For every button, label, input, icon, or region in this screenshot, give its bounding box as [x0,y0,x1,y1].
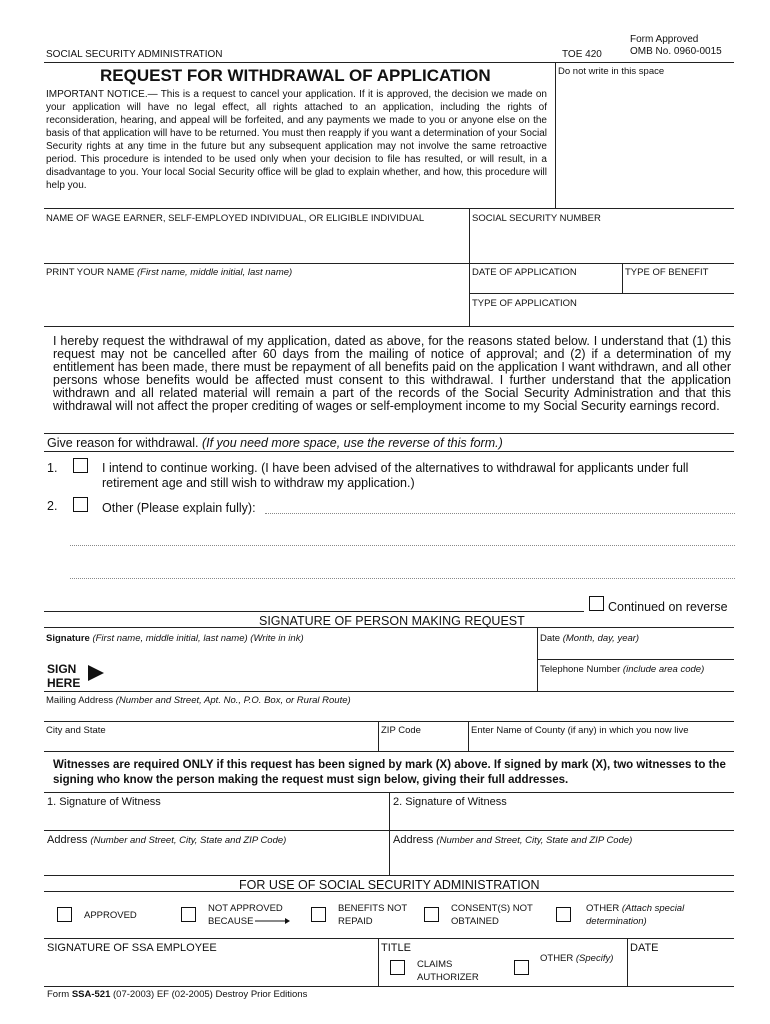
telephone-field[interactable] [540,664,704,675]
other-line2-text: determination) [586,916,647,927]
other-title-checkbox[interactable] [514,960,529,975]
benefits-not-repaid-checkbox[interactable] [311,907,326,922]
witness-2-address-label: Address [393,834,434,846]
date-label: Date [540,633,561,644]
other-determination-checkbox[interactable] [556,907,571,922]
witness-1-address-hint: (Number and Street, City, State and ZIP Code) [90,835,287,846]
telephone-label: Telephone Number [540,664,621,675]
consent-not-obtained-checkbox[interactable] [424,907,439,922]
footer-rest: (07-2003) EF (02-2005) Destroy Prior Editions [113,989,308,1000]
ssa-use-heading: FOR USE OF SOCIAL SECURITY ADMINISTRATION [239,878,540,892]
signature-label: Signature [46,633,90,644]
not-approved-line2: BECAUSE [208,916,254,927]
witness-2-address[interactable] [393,834,632,846]
sign-text: SIGN [47,662,77,676]
print-name-field[interactable] [46,267,292,278]
option-2-text: Other (Please explain fully): [102,501,256,515]
form-code: TOE 420 [562,49,602,60]
approved-label: APPROVED [84,910,137,921]
wage-earner-field[interactable]: NAME OF WAGE EARNER, SELF-EMPLOYED INDIVIDUAL, OR ELIGIBLE INDIVIDUAL [46,213,425,224]
form-approved: Form Approved [630,34,699,45]
ssa-employee-signature[interactable]: SIGNATURE OF SSA EMPLOYEE [47,942,217,954]
notice-lead: IMPORTANT NOTICE.— [46,89,158,100]
date-field[interactable] [540,633,639,644]
reason-prompt-text: Give reason for withdrawal. [47,436,199,450]
zip-field[interactable]: ZIP Code [381,725,421,736]
benefits-line2: REPAID [338,916,373,927]
signature-field[interactable] [46,633,304,644]
omb-number: OMB No. 0960-0015 [630,46,722,57]
office-use-note: Do not write in this space [558,66,665,77]
print-name-hint: (First name, middle initial, last name) [136,267,293,278]
witness-1-signature[interactable]: 1. Signature of Witness [47,796,161,808]
arrow-right-icon [255,917,291,925]
other-text: OTHER [586,903,620,914]
agency-name: SOCIAL SECURITY ADMINISTRATION [46,49,223,60]
type-of-application-field[interactable]: TYPE OF APPLICATION [472,298,577,309]
telephone-hint: (include area code) [622,664,705,675]
print-name-label: PRINT YOUR NAME [46,267,135,278]
claims-line2: AUTHORIZER [417,972,479,983]
ssn-field[interactable]: SOCIAL SECURITY NUMBER [472,213,601,224]
withdrawal-statement: I hereby request the withdrawal of my application, dated as above, for the reasons stated below. I understand that (1) this request may not be cancelled after 60 days from the mailing of notice of approval; and (2) if a determination of my entitlement has been made, there must be repayment of all benefits paid on the application I want withdrawn, and all other persons whose benefits would be affected must consent to this withdrawal. I further understand that the application withdrawn and all related material will remain a part of the records of the Social Security Administration and that this withdrawal will not affect the proper crediting of wages or self-employment income to my Social Security earnings record. [53,334,731,413]
option-1-number: 1. [47,461,58,475]
signature-hint: (First name, middle initial, last name) (Write in ink) [92,633,304,644]
footer-form-number: SSA-521 [71,989,111,1000]
continued-checkbox[interactable] [589,596,604,611]
city-state-field[interactable]: City and State [46,725,106,736]
not-approved-line1: NOT APPROVED [208,903,283,914]
reason-prompt [47,436,503,450]
title-label: TITLE [381,942,411,954]
consent-not-obtained-label [451,902,533,928]
mailing-hint: (Number and Street, Apt. No., P.O. Box, or Rural Route) [115,695,351,706]
footer-prefix: Form [47,989,70,1000]
witness-2-address-hint: (Number and Street, City, State and ZIP Code) [436,835,633,846]
type-of-benefit-field[interactable]: TYPE OF BENEFIT [625,267,709,278]
mailing-label: Mailing Address [46,695,114,706]
date-of-application-field[interactable]: DATE OF APPLICATION [472,267,577,278]
here-text: HERE [47,676,81,690]
explain-line-1[interactable] [265,513,735,514]
page-title: REQUEST FOR WITHDRAWAL OF APPLICATION [100,66,491,85]
explain-line-2[interactable] [70,545,735,546]
consent-line2: OBTAINED [451,916,499,927]
witness-2-signature[interactable]: 2. Signature of Witness [393,796,507,808]
other-title-label [540,953,613,964]
sign-here-label [47,662,80,690]
signature-heading: SIGNATURE OF PERSON MAKING REQUEST [259,614,525,628]
important-notice [46,88,547,192]
witness-notice: Witnesses are required ONLY if this request has been signed by mark (X) above. If signed by mark (X), two witnesses to the signing who know the person making the request must sign below, giving their full addresses. [53,759,726,786]
benefits-line1: BENEFITS NOT [338,903,408,914]
option-2-checkbox[interactable] [73,497,88,512]
consent-line1: CONSENT(S) NOT [451,903,533,914]
other-title-text: OTHER [540,953,574,964]
other-line2 [586,915,684,928]
claims-authorizer-checkbox[interactable] [390,960,405,975]
claims-line1: CLAIMS [417,959,453,970]
explain-line-3[interactable] [70,578,735,579]
approved-checkbox[interactable] [57,907,72,922]
witness-1-address-label: Address [47,834,88,846]
option-2-number: 2. [47,499,58,513]
witness-1-address[interactable] [47,834,286,846]
notice-text: This is a request to cancel your application. If it is approved, the decision we made on your application will have no legal effect, all rights attached to an application, including the rights of reconsideration, hearing, and appeal will be forfeited, and any payments we made to you or anyone else on the basis of that application will have to be returned. You must then reapply if you want a determination of your Social Security rights at any time in the future but any subsequent application may not involve the same retroactive period. This procedure is intended to be used only when your decision to file has resulted, or will result, in a disadvantage to you. Your local Social Security office will be glad to explain whether, and how, this procedure will help you. [46,89,547,191]
other-hint: (Attach special [621,903,685,914]
form-footer [47,989,307,1000]
option-1-text: I intend to continue working. (I have been advised of the alternatives to withdrawal for applicants under full retirement age and still wish to withdraw my application.) [102,461,689,490]
other-determination-label [586,902,684,928]
option-1-checkbox[interactable] [73,458,88,473]
mailing-address-field[interactable] [46,695,351,706]
other-title-hint: (Specify) [575,953,614,964]
reason-prompt-hint: (If you need more space, use the reverse of this form.) [201,436,503,450]
arrow-right-icon [87,664,105,682]
benefits-not-repaid-label [338,902,407,928]
claims-authorizer-label [417,958,479,984]
continued-label: Continued on reverse [608,600,728,614]
not-approved-checkbox[interactable] [181,907,196,922]
county-field[interactable]: Enter Name of County (if any) in which you now live [471,725,689,736]
date-hint: (Month, day, year) [562,633,640,644]
other-line1 [586,902,684,915]
ssa-date-field[interactable]: DATE [630,942,659,954]
